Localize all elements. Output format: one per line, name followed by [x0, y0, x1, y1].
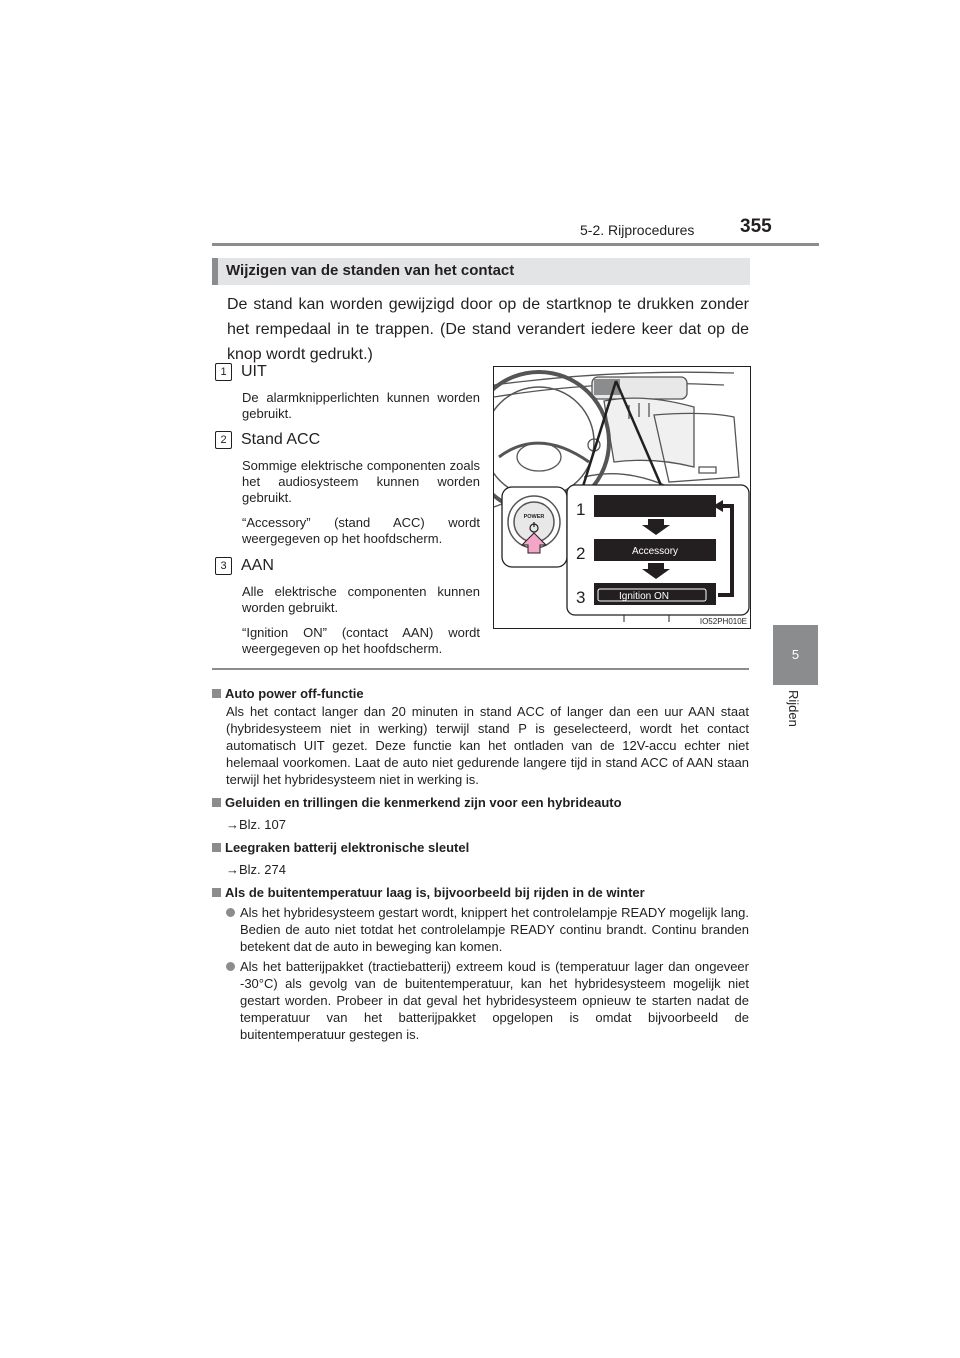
section-title-bar [212, 258, 750, 285]
item-text: De alarmknipperlichten kunnen worden gebruikt. [242, 390, 480, 422]
section-divider [212, 668, 749, 670]
dashboard-drawing [494, 367, 750, 628]
header-rule [212, 243, 819, 246]
item-number: 3 [215, 557, 232, 575]
item-title: Stand ACC [241, 431, 321, 448]
fig-num-1: 1 [576, 500, 586, 519]
item-text: Sommige elektrische componenten zoals het audiosysteem kunnen worden gebruikt. [242, 458, 480, 506]
item-number: 2 [215, 431, 232, 449]
dashboard-illustration [493, 366, 751, 629]
chapter-label: Rijden [786, 690, 801, 727]
square-bullet-icon [212, 798, 221, 807]
power-button-label: POWER [523, 514, 545, 520]
page-reference: →Blz. 107 [226, 817, 286, 832]
fig-num-3: 3 [576, 588, 586, 607]
item-text: “Accessory” (stand ACC) wordt weergegeven op het hoofdscherm. [242, 515, 480, 547]
screen-accessory: Accessory [631, 546, 679, 557]
section-intro: De stand kan worden gewijzigd door op de startknop te drukken zonder het rempedaal in te trappen. (De stand verandert iedere keer dat op de knop wordt gedrukt.) [227, 296, 749, 363]
section-title: Wijzigen van de standen van het contact [226, 262, 515, 279]
list-item: Als het batterijpakket (tractiebatterij) extreem koud is (temperatuur lager dan ongeveer -30°C) als gevolg van de buitentemperatuur, kan het hybridesysteem mogelijk niet gestart worden. Probeer in dat geval het hybridesysteem opnieuw te starten nadat de temperatuur van het batterijpakket opgelopen is omdat bijvoorbeeld de buitentemperatuur gestegen is. [226, 958, 749, 1043]
square-bullet-icon [212, 843, 221, 852]
figure-code: IO52PH010E [699, 617, 747, 626]
item-number: 1 [215, 363, 232, 381]
square-bullet-icon [212, 888, 221, 897]
note-title: Als de buitentemperatuur laag is, bijvoorbeeld bij rijden in de winter [212, 884, 749, 901]
item-title: UIT [241, 363, 267, 380]
item-title: AAN [241, 557, 274, 574]
circle-bullet-icon [226, 962, 235, 971]
note-text: Als het contact langer dan 20 minuten in stand ACC of langer dan een uur AAN staat (hybridesysteem niet in werking) terwijl stand P is geselecteerd, wordt het contact automatisch UIT gezet. Deze functie kan het ontladen van de 12V-accu echter niet helemaal voorkomen. Laat de auto niet gedurende langere tijd in stand ACC of AAN staan terwijl het hybridesysteem niet in werking is. [226, 704, 749, 787]
chapter-tab: 5 [773, 625, 818, 685]
screen-ignition-on: Ignition ON [618, 591, 670, 602]
item-text: “Ignition ON” (contact AAN) wordt weergegeven op het hoofdscherm. [242, 625, 480, 657]
item-uit [215, 363, 480, 422]
fig-num-2: 2 [576, 544, 586, 563]
header-section: 5-2. Rijprocedures [580, 222, 695, 238]
list-item: Als het hybridesysteem gestart wordt, knippert het controlelampje READY mogelijk lang. Bedien de auto niet totdat het controlelampje READY continu brandt. Continu branden betekent dat de auto in beweging kan komen. [226, 904, 749, 955]
note-title: Auto power off-functie [212, 685, 749, 702]
page-number: 355 [740, 216, 772, 237]
note-title: Leegraken batterij elektronische sleutel [212, 839, 749, 856]
item-acc [215, 431, 480, 547]
page-reference: →Blz. 274 [226, 862, 286, 877]
item-aan [215, 557, 480, 657]
item-text: Alle elektrische componenten kunnen worden gebruikt. [242, 584, 480, 616]
square-bullet-icon [212, 689, 221, 698]
circle-bullet-icon [226, 908, 235, 917]
note-title: Geluiden en trillingen die kenmerkend zijn voor een hybrideauto [212, 794, 749, 811]
notes [212, 679, 749, 1043]
